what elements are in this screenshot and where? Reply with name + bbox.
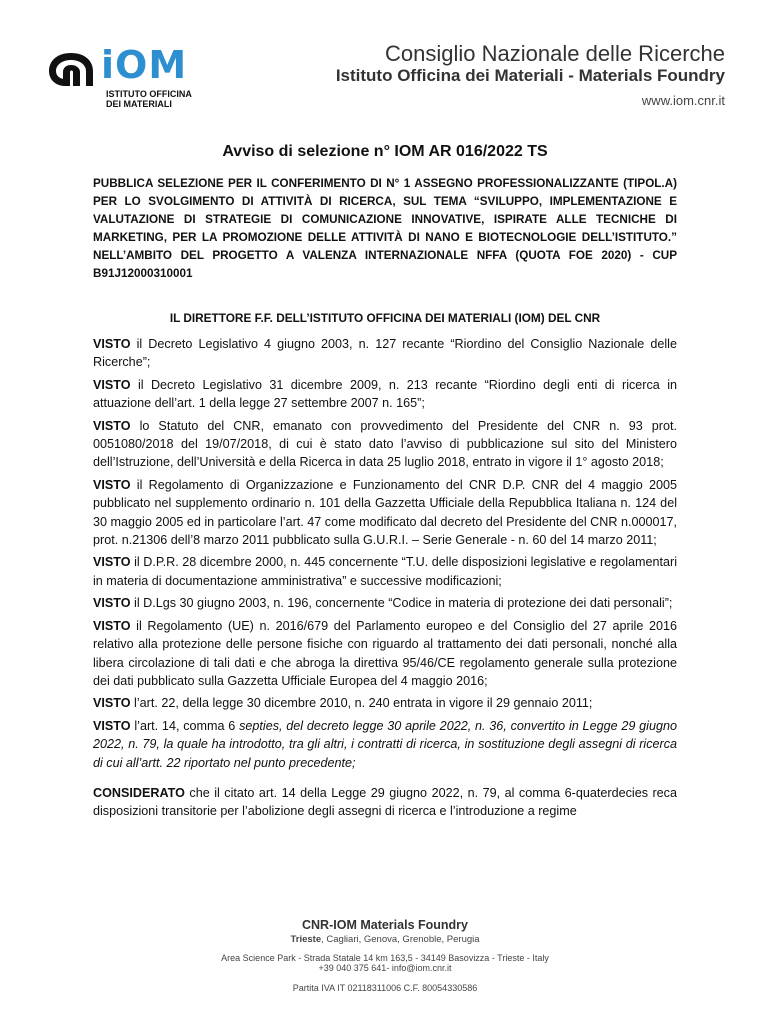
iom-wordmark: [101, 43, 187, 87]
recital-text: il Regolamento di Organizzazione e Funzionamento del CNR D.P. CNR del 4 maggio 2005 pubblicato nel supplemento ordinario n. 101 della Gazzetta Ufficiale della Repubblica Italiana n. 124 del 30 maggio 2005 ed in particolare l’art. 47 come modificato dal decreto del Presidente del CNR n.000017, prot. n.21306 dell’8 marzo 2011 pubblicato sulla G.U.R.I. – Serie Generale - n. 60 del 14 marzo 2011;: [93, 477, 677, 548]
recital-paragraph: [93, 376, 677, 413]
recital-text: il D.P.R. 28 dicembre 2000, n. 445 concernente “T.U. delle disposizioni legislative e regolamentari in materia di documentazione amministrativa” e successive modificazioni;: [93, 555, 677, 588]
org-title: Consiglio Nazionale delle Ricerche: [385, 41, 725, 66]
recital-text-italic: septies, del decreto legge 30 aprile 2022, n. 36, convertito in Legge 29 giugno 2022, n. 79, la quale ha introdotto, tra gli altri, i contratti di ricerca, in sostituzione degli assegni di ricerca di cui all’artt. 22 riportato nel punto precedente;: [93, 718, 677, 770]
considerato-paragraph: [93, 784, 677, 821]
recital-paragraph-italic: [93, 717, 677, 772]
document-subject: PUBBLICA SELEZIONE PER IL CONFERIMENTO DI N° 1 ASSEGNO PROFESSIONALIZZANTE (TIPOL.A) PER LO SVOLGIMENTO DI ATTIVITÀ DI RICERCA, SUL TEMA “SVILUPPO, IMPLEMENTAZIONE E VALUTAZIONE DI STRATEGIE DI COMUNICAZIONE INNOVATIVE, ISPIRATE ALLE TECNICHE DI MARKETING, PER LA PROMOZIONE DELLE ATTIVITÀ DI NANO E BIOTECNOLOGIE DELL’ISTITUTO.” NELL’AMBITO DEL PROGETTO A VALENZA INTERNAZIONALE NFFA (QUOTA FOE 2020) - CUP B91J12000310001: [93, 177, 677, 280]
considerato-text: che il citato art. 14 della Legge 29 giugno 2022, n. 79, al comma 6-quaterdecies reca disposizioni transitorie per l’abolizione degli assegni di ricerca e l’introduzione a regime: [93, 785, 677, 819]
logo-subtitle: [106, 89, 192, 109]
recital-text: il D.Lgs 30 giugno 2003, n. 196, concernente “Codice in materia di protezione dei dati personali”;: [130, 596, 673, 611]
letterhead: [0, 0, 770, 125]
recital-lead: VISTO: [93, 418, 131, 433]
recital-text: l’art. 14, comma 6: [130, 718, 240, 733]
institute-title: Istituto Officina dei Materiali - Materials Foundry: [335, 66, 725, 85]
footer-contacts: +39 040 375 641- info@iom.cnr.it: [318, 963, 452, 973]
recital-lead: VISTO: [93, 337, 131, 351]
logo-subtitle-line1: ISTITUTO OFFICINA: [106, 89, 192, 99]
footer-city-lead: Trieste: [290, 934, 322, 945]
recital-text: il Regolamento (UE) n. 2016/679 del Parlamento europeo e del Consiglio del 27 aprile 2016 relativo alla protezione delle persone fisiche con riguardo al trattamento dei dati personali, nonché alla libera circolazione di tali dati e che abroga la direttiva 95/46/CE regolamento generale sulla protezione dei dati pubblicato sulla Gazzetta Ufficiale Europea del 4 maggio 2016;: [93, 618, 677, 688]
recital-lead: VISTO: [93, 377, 131, 392]
iom-logo: [45, 45, 225, 115]
org-heading: [336, 42, 725, 86]
recital-lead: VISTO: [93, 555, 131, 570]
recital-text: lo Statuto del CNR, emanato con provvedimento del Presidente del CNR n. 93 prot. 0051080/2018 del 19/07/2018, di cui è stato dato l’avviso di pubblicazione sul sito del Ministero dell’Istruzione, dell’Università e della Ricerca in data 25 luglio 2018, entrato in vigore il 1° agosto 2018;: [93, 418, 677, 470]
footer-org-name: CNR-IOM Materials Foundry: [302, 918, 468, 932]
recital-paragraph: [93, 553, 677, 590]
recital-text: il Decreto Legislativo 31 dicembre 2009, n. 213 recante “Riordino degli enti di ricerca in attuazione dell’art. 1 della legge 27 settembre 2007 n. 165”;: [93, 377, 677, 411]
cnr-logo-icon: [45, 49, 97, 89]
recital-lead: VISTO: [93, 477, 131, 492]
footer-cities: [0, 934, 770, 945]
document-title: Avviso di selezione n° IOM AR 016/2022 TS: [222, 143, 548, 160]
footer-address: Area Science Park - Strada Statale 14 km 163,5 - 34149 Basovizza - Trieste - Italy: [221, 953, 549, 963]
letter-footer: [0, 918, 770, 993]
recital-paragraph: [93, 417, 677, 472]
director-heading: IL DIRETTORE F.F. DELL’ISTITUTO OFFICINA DEI MATERIALI (IOM) DEL CNR: [169, 311, 601, 325]
recital-paragraph: [93, 335, 677, 372]
document-body: [93, 143, 677, 825]
recital-paragraph: [93, 617, 677, 691]
recital-lead: VISTO: [93, 596, 131, 611]
recital-lead: VISTO: [93, 696, 131, 711]
recital-paragraph: [93, 694, 677, 712]
website-url: www.iom.cnr.it: [641, 93, 725, 108]
recital-lead: VISTO: [93, 718, 131, 733]
recital-paragraph: [93, 476, 677, 550]
recital-text: il Decreto Legislativo 4 giugno 2003, n. 127 recante “Riordino del Consiglio Nazionale delle Ricerche”;: [93, 337, 677, 370]
recital-text: l’art. 22, della legge 30 dicembre 2010, n. 240 entrata in vigore il 29 gennaio 2011;: [130, 696, 593, 711]
recital-lead: VISTO: [93, 618, 131, 633]
recital-paragraph: [93, 594, 677, 612]
logo-text: iOM: [101, 43, 188, 87]
considerato-lead: CONSIDERATO: [93, 785, 185, 800]
logo-subtitle-line2: DEI MATERIALI: [106, 99, 172, 109]
footer-city-rest: , Cagliari, Genova, Grenoble, Perugia: [321, 934, 480, 945]
footer-vat: Partita IVA IT 02118311006 C.F. 80054330586: [292, 983, 478, 993]
